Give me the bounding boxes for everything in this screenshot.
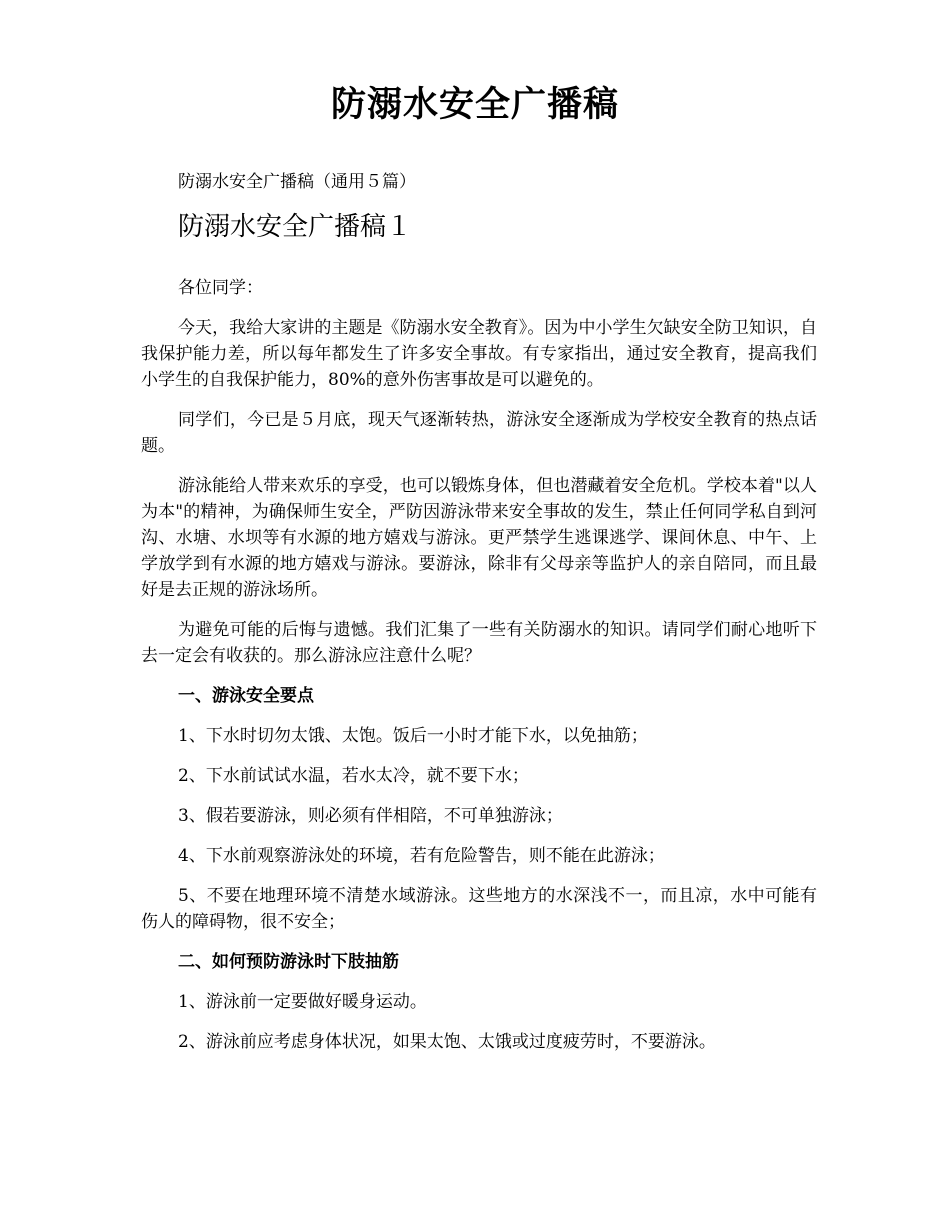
list-item: 5、不要在地理环境不清楚水域游泳。这些地方的水深浅不一，而且凉，水中可能有伤人的障碍物，很不安全；	[141, 886, 817, 932]
document-subtitle: 防溺水安全广播稿（通用５篇）	[178, 172, 416, 192]
list-item: 1、下水时切勿太饿、太饱。饭后一小时才能下水，以免抽筋；	[178, 726, 648, 746]
list-item: 2、游泳前应考虑身体状况，如果太饱、太饿或过度疲劳时，不要游泳。	[178, 1032, 716, 1052]
greeting-paragraph: 各位同学：	[178, 278, 263, 298]
list-item: 1、游泳前一定要做好暖身运动。	[178, 992, 427, 1012]
list-item: 3、假若要游泳，则必须有伴相陪，不可单独游泳；	[178, 806, 563, 826]
section-heading: 防溺水安全广播稿１	[178, 212, 413, 242]
list-item: 2、下水前试试水温，若水太冷，就不要下水；	[178, 766, 529, 786]
subsection-heading: 二、如何预防游泳时下肢抽筋	[178, 952, 399, 972]
body-paragraph: 为避免可能的后悔与遗憾。我们汇集了一些有关防溺水的知识。请同学们耐心地听下去一定会有收获的。那么游泳应注意什么呢？	[141, 620, 817, 666]
subsection-heading: 一、游泳安全要点	[178, 686, 314, 706]
document-title: 防溺水安全广播稿	[330, 84, 619, 125]
body-paragraph: 今天，我给大家讲的主题是《防溺水安全教育》。因为中小学生欠缺安全防卫知识，自我保护能力差，所以每年都发生了许多安全事故。有专家指出，通过安全教育，提高我们小学生的自我保护能力，80%的意外伤害事故是可以避免的。	[141, 318, 817, 390]
list-item: 4、下水前观察游泳处的环境，若有危险警告，则不能在此游泳；	[178, 846, 665, 866]
body-paragraph: 游泳能给人带来欢乐的享受，也可以锻炼身体，但也潜藏着安全危机。学校本着"以人为本"的精神，为确保师生安全，严防因游泳带来安全事故的发生，禁止任何同学私自到河沟、水塘、水坝等有水源的地方嬉戏与游泳。更严禁学生逃课逃学、课间休息、中午、上学放学到有水源的地方嬉戏与游泳。要游泳，除非有父母亲等监护人的亲自陪同，而且最好是去正规的游泳场所。	[141, 476, 817, 600]
body-paragraph: 同学们，今已是５月底，现天气逐渐转热，游泳安全逐渐成为学校安全教育的热点话题。	[141, 410, 817, 456]
document-body	[141, 275, 817, 1069]
